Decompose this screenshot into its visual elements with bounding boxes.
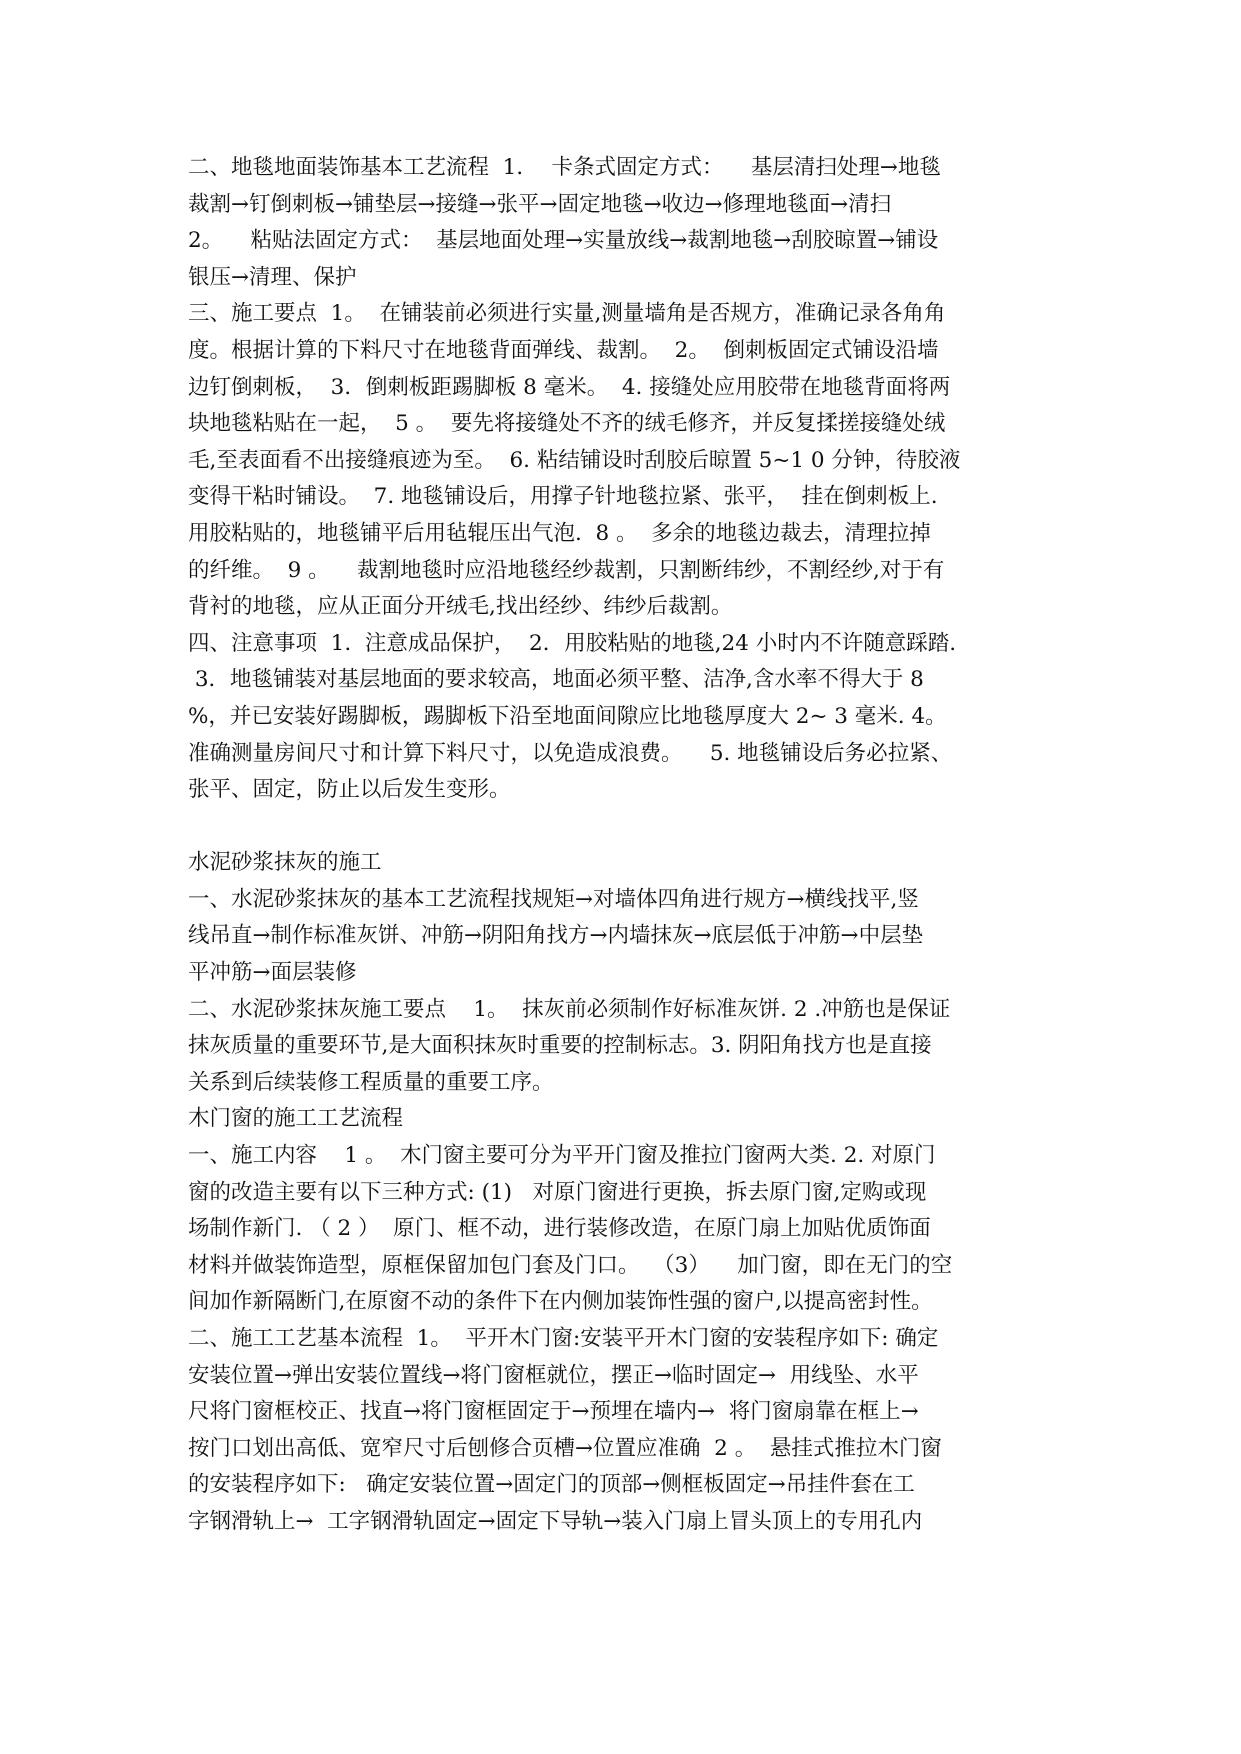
text-line: 张平、固定，防止以后发生变形。 (188, 777, 511, 803)
text-line: 的纤维。 9 。 裁割地毯时应沿地毯经纱裁割，只割断纬纱，不割经纱,对于有 (188, 557, 945, 583)
text-line: 线吊直→制作标准灰饼、冲筋→阴阳角找方→内墙抹灰→底层低于冲筋→中层垫 (188, 923, 924, 949)
text-line: 二、水泥砂浆抹灰施工要点 1。 抹灰前必须制作好标准灰饼. 2 .冲筋也是保证 (188, 996, 951, 1022)
text-line: 边钉倒刺板， 3．倒刺板距踢脚板 8 毫米。 4. 接缝处应用胶带在地毯背面将两 (188, 374, 951, 400)
text-line: 用胶粘贴的，地毯铺平后用毡辊压出气泡. 8 。 多余的地毯边裁去，清理拉掉 (188, 520, 931, 546)
section-title: 水泥砂浆抹灰的施工 (188, 850, 382, 876)
text-line: 一、施工内容 1 。 木门窗主要可分为平开门窗及推拉门窗两大类. 2. 对原门 (188, 1143, 936, 1169)
text-line: 场制作新门. （ 2 ） 原门、框不动，进行装修改造，在原门扇上加贴优质饰面 (188, 1216, 931, 1242)
text-line: 尺将门窗框校正、找直→将门窗框固定于→预埋在墙内→ 将门窗扇靠在框上→ (188, 1399, 919, 1425)
text-line: 银压→清理、保护 (188, 264, 357, 290)
text-line: 度。根据计算的下料尺寸在地毯背面弹线、裁割。 2。 倒刺板固定式铺设沿墙 (188, 337, 939, 363)
text-line: 四、注意事项 1. 注意成品保护， 2．用胶粘贴的地毯,24 小时内不许随意踩踏. (188, 630, 957, 656)
section-title: 木门窗的施工工艺流程 (188, 1106, 404, 1132)
text-line: 裁割→钉倒刺板→铺垫层→接缝→张平→固定地毯→收边→修理地毯面→清扫 (188, 191, 892, 217)
text-line: 3．地毯铺装对基层地面的要求较高，地面必须平整、洁净,含水率不得大于 8 (188, 667, 924, 693)
text-line: 一、水泥砂浆抹灰的基本工艺流程找规矩→对墙体四角进行规方→横线找平,竖 (188, 886, 919, 912)
text-line: 关系到后续装修工程质量的重要工序。 (188, 1069, 554, 1095)
text-line: %，并已安装好踢脚板，踢脚板下沿至地面间隙应比地毯厚度大 2~ 3 毫米. 4。 (188, 703, 947, 729)
text-line: 字钢滑轨上→ 工字钢滑轨固定→固定下导轨→装入门扇上冒头顶上的专用孔内 (188, 1508, 923, 1534)
text-line: 准确测量房间尺寸和计算下料尺寸，以免造成浪费。 5. 地毯铺设后务必拉紧、 (188, 740, 953, 766)
document-page (188, 150, 1054, 1541)
text-line: 材料并做装饰造型，原框保留加包门套及门口。 （3） 加门窗，即在无门的空 (188, 1252, 953, 1278)
text-line: 三、施工要点 1。 在铺装前必须进行实量,测量墙角是否规方，准确记录各角角 (188, 301, 946, 327)
text-line: 变得干粘时铺设。 7. 地毯铺设后，用撑子针地毯拉紧、张平， 挂在倒刺板上. (188, 484, 938, 510)
text-line: 平冲筋→面层装修 (188, 960, 357, 986)
text-line: 二、施工工艺基本流程 1。 平开木门窗:安装平开木门窗的安装程序如下: 确定 (188, 1326, 939, 1351)
text-line: 块地毯粘贴在一起， 5 。 要先将接缝处不齐的绒毛修齐，并反复揉搓接缝处绒 (188, 411, 946, 437)
text-line: 毛,至表面看不出接缝痕迹为至。 6. 粘结铺设时刮胶后晾置 5~1 0 分钟，待胶液 (188, 447, 961, 473)
text-line: 按门口划出高低、宽窄尺寸后刨修合页槽→位置应准确 2 。 悬挂式推拉木门窗 (188, 1435, 942, 1461)
text-line: 二、地毯地面装饰基本工艺流程 1． 卡条式固定方式： 基层清扫处理→地毯 (188, 155, 941, 180)
text-line: 抹灰质量的重要环节,是大面积抹灰时重要的控制标志。3. 阴阳角找方也是直接 (188, 1033, 932, 1059)
text-line: 间加作新隔断门,在原窗不动的条件下在内侧加装饰性强的窗户,以提高密封性。 (188, 1289, 933, 1315)
text-line: 安装位置→弹出安装位置线→将门窗框就位，摆正→临时固定→ 用线坠、水平 (188, 1362, 919, 1388)
blank-line (188, 809, 1054, 846)
text-line: 背衬的地毯，应从正面分开绒毛,找出经纱、纬纱后裁割。 (188, 594, 733, 620)
text-line: 2。 粘贴法固定方式： 基层地面处理→实量放线→裁割地毯→刮胶晾置→铺设 (188, 228, 939, 254)
text-line: 的安装程序如下: 确定安装位置→固定门的顶部→侧框板固定→吊挂件套在工 (188, 1472, 915, 1498)
text-line: 窗的改造主要有以下三种方式: (1) 对原门窗进行更换，拆去原门窗,定购或现 (188, 1179, 927, 1205)
